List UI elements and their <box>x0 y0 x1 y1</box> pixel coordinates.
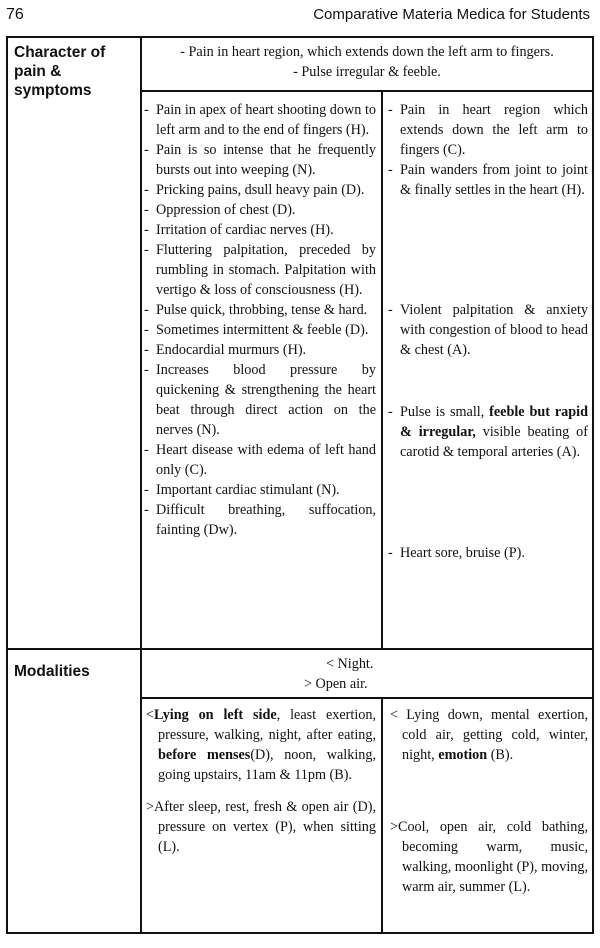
list-item: - Pulse quick, throbbing, tense & hard. <box>144 300 376 320</box>
list-item: - Sometimes intermittent & feeble (D). <box>144 320 376 340</box>
list-item: - Pain in heart region which extends down the left arm to fingers (C). <box>388 100 588 160</box>
list-item: - Oppression of chest (D). <box>144 200 376 220</box>
pain-common-cell <box>144 42 590 82</box>
list-item: - Pulse is small, feeble but rapid & irregular, visible beating of carotid & temporal arteries (A). <box>388 402 588 462</box>
pain-common-divider <box>142 90 592 92</box>
label-column-divider <box>140 38 142 932</box>
list-item: - Irritation of cardiac nerves (H). <box>144 220 376 240</box>
common-line-2: - Pulse irregular & feeble. <box>293 64 441 80</box>
modalities-left-cell <box>146 705 376 857</box>
pain-left-cell <box>144 100 376 540</box>
list-item: - Pain wanders from joint to joint & finally settles in the heart (H). <box>388 160 588 200</box>
common-line-1: - Pain in heart region, which extends down the left arm to fingers. <box>180 44 554 60</box>
list-item: - Pain in apex of heart shooting down to left arm and to the end of fingers (H). <box>144 100 376 140</box>
pain-section-label: Character of pain & symptoms <box>14 44 106 99</box>
list-item: - Increases blood pressure by quickening & strengthening the heart beat through direct action on the nerves (N). <box>144 360 376 440</box>
right-better-text: >Cool, open air, cold bathing, becoming warm, music, walking, moonlight (P), moving, warm air, summer (L). <box>390 819 589 895</box>
list-item: - Endocardial murmurs (H). <box>144 340 376 360</box>
list-item: - Pain is so intense that he frequently bursts out into weeping (N). <box>144 140 376 180</box>
comparison-table <box>6 36 594 934</box>
list-item: - Pricking pains, dsull heavy pain (D). <box>144 180 376 200</box>
modalities-column-divider <box>381 698 383 932</box>
modalities-common-cell <box>144 654 590 694</box>
list-item: - Violent palpitation & anxiety with congestion of blood to head & chest (A). <box>388 300 588 360</box>
running-title: Comparative Materia Medica for Students <box>313 6 590 23</box>
modalities-common-divider <box>142 697 592 699</box>
page-number: 76 <box>6 6 24 23</box>
section-divider <box>8 648 592 650</box>
pain-column-divider <box>381 90 383 650</box>
right-worse-text: < Lying down, mental exertion, cold air, getting cold, winter, night, emotion (B). <box>390 707 588 763</box>
worse-common: < Night. <box>326 656 374 672</box>
modalities-section-label: Modalities <box>14 663 90 680</box>
list-item: - Fluttering palpitation, preceded by rumbling in stomach. Palpitation with vertigo & loss of consciousness (H). <box>144 240 376 300</box>
list-item: - Difficult breathing, suffocation, fainting (Dw). <box>144 500 376 540</box>
pain-right-cell <box>388 100 588 561</box>
left-worse-text: <Lying on left side, least exertion, pressure, walking, night, after eating, before menses(D), noon, walking, going upstairs, 11am & 11pm (B). <box>146 707 376 783</box>
list-item: - Important cardiac stimulant (N). <box>144 480 376 500</box>
list-item: - Heart disease with edema of left hand only (C). <box>144 440 376 480</box>
better-common: > Open air. <box>304 676 368 692</box>
left-better-text: >After sleep, rest, fresh & open air (D), pressure on vertex (P), when sitting (L). <box>146 799 376 855</box>
page-header <box>0 6 600 30</box>
list-item: - Heart sore, bruise (P). <box>388 543 588 563</box>
modalities-right-cell <box>390 705 588 897</box>
